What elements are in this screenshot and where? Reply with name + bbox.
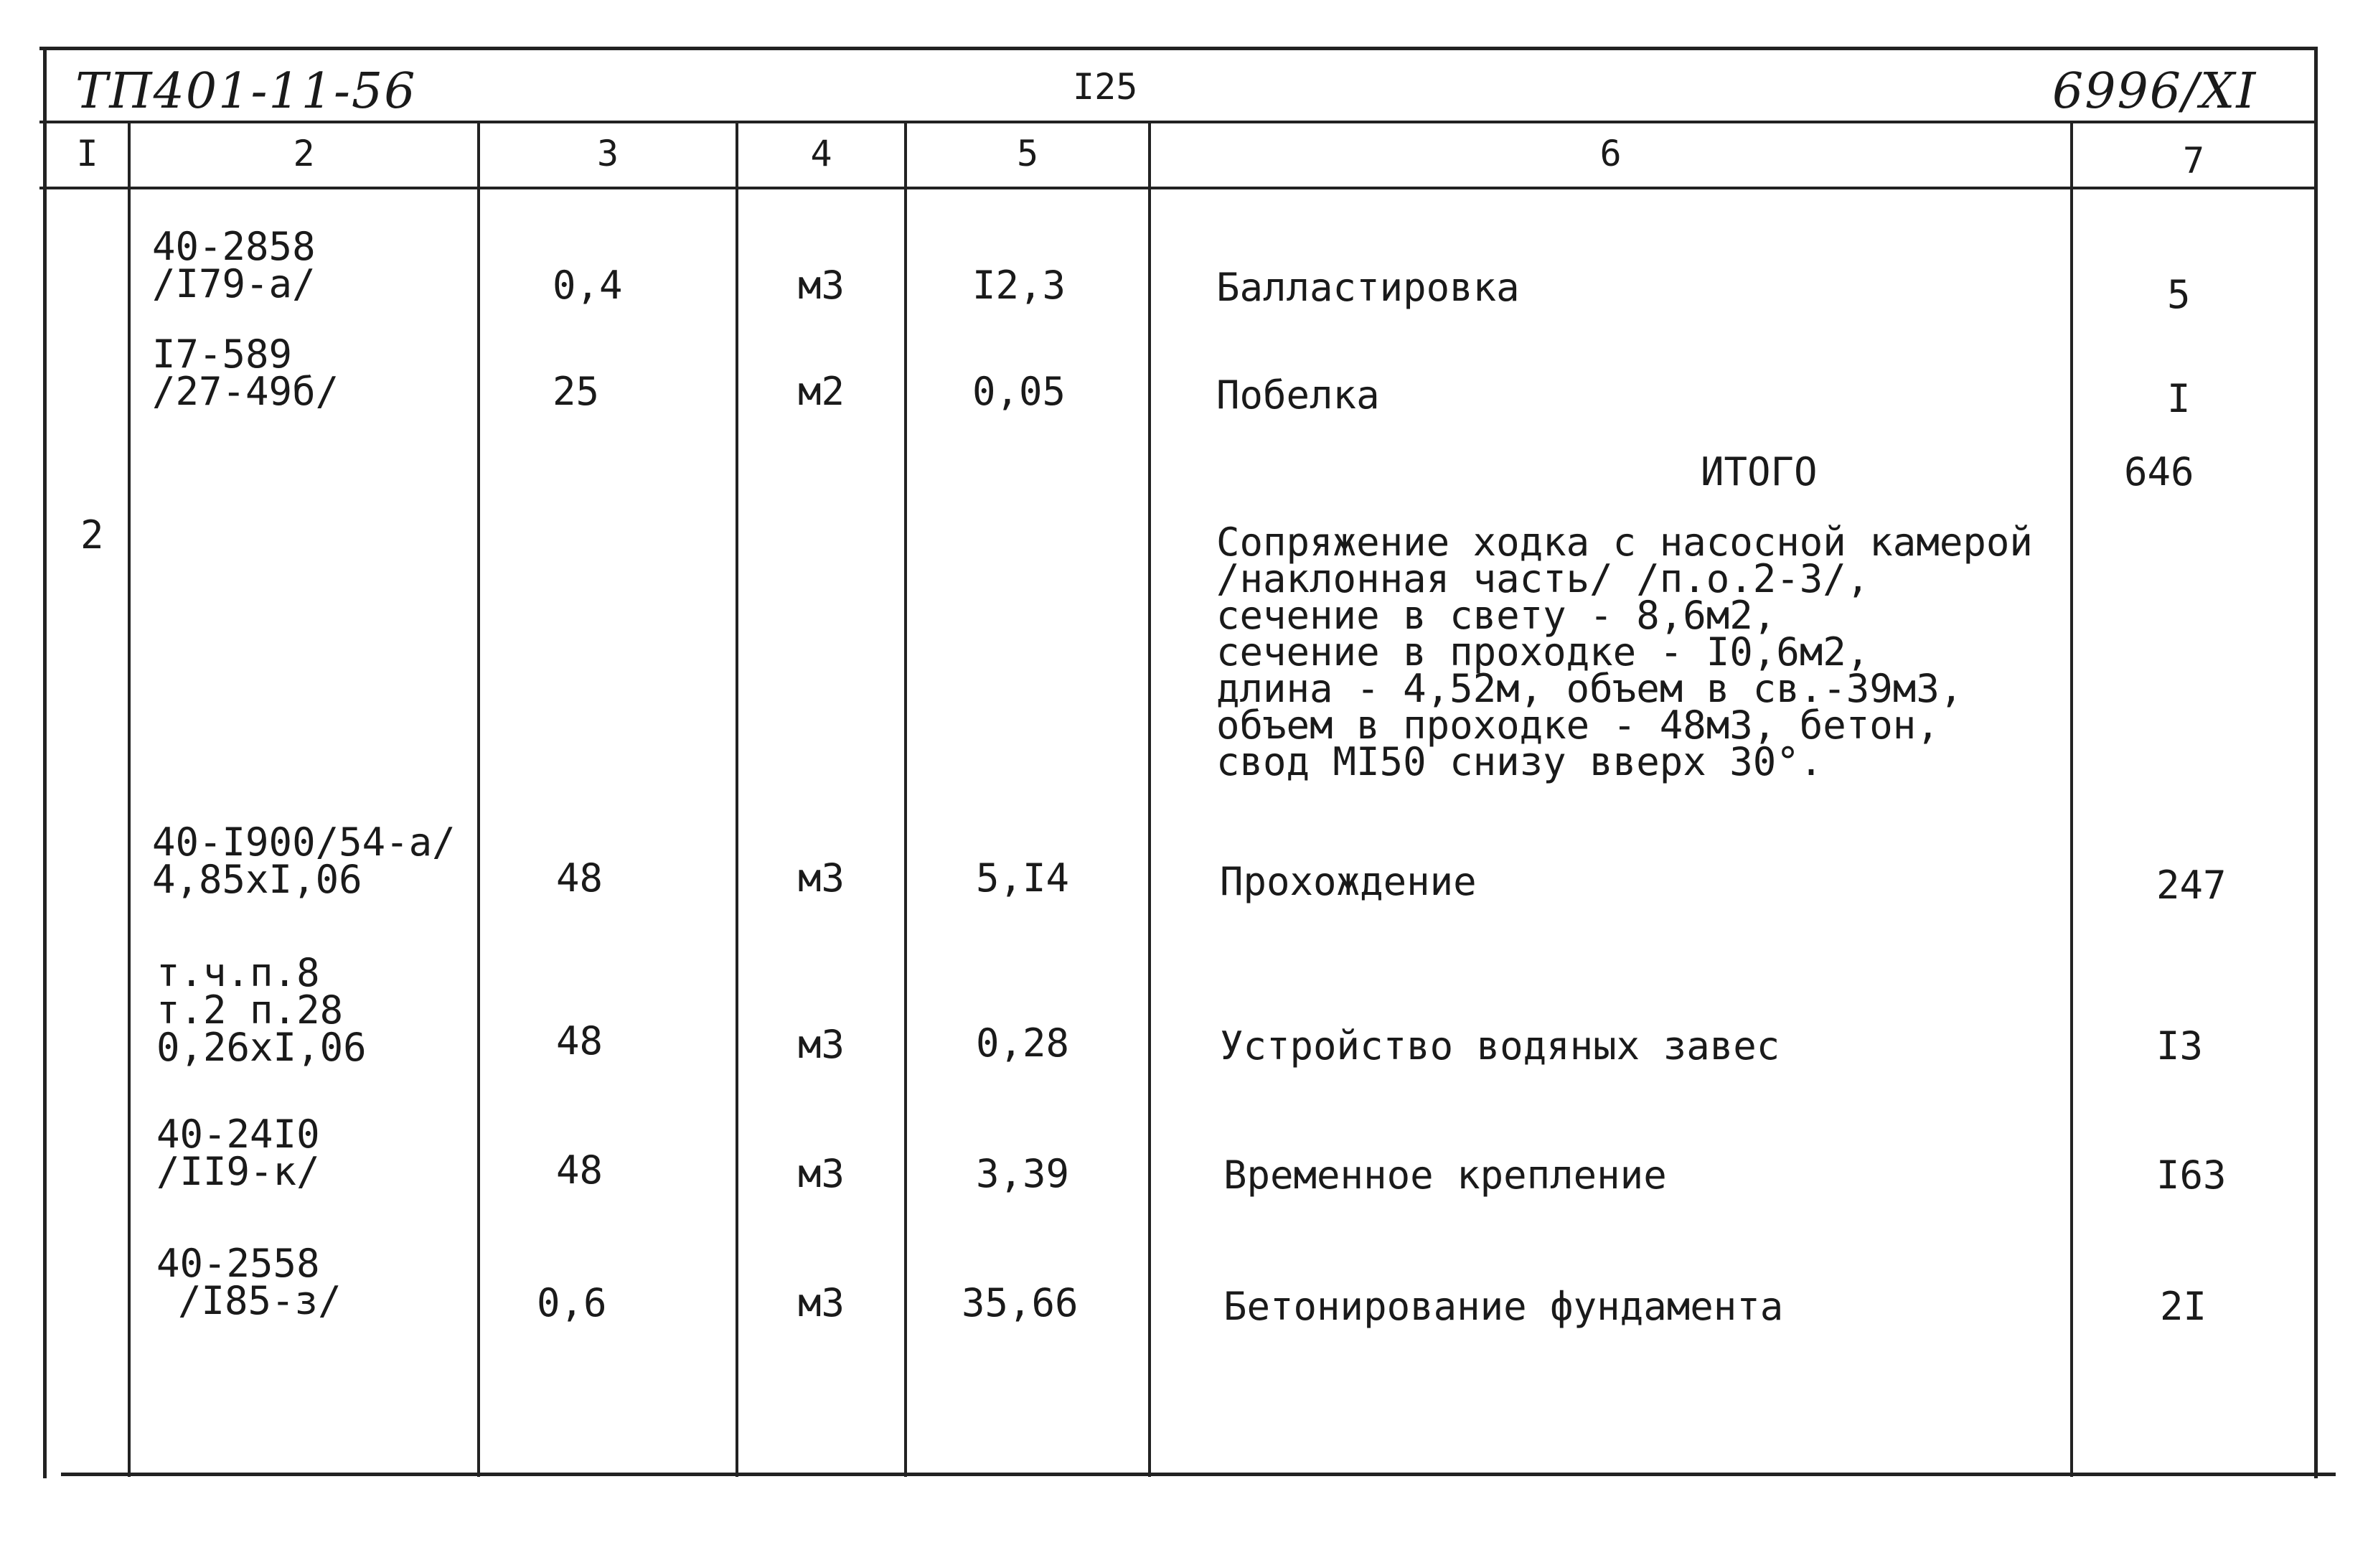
table-row-3-unit: м3 — [798, 855, 845, 901]
table-row-5-code — [156, 1112, 320, 1194]
code-line: 40-24I0 — [156, 1112, 320, 1157]
table-row-5-qty: 48 — [556, 1147, 603, 1193]
column-header-2: 2 — [293, 133, 315, 174]
code-line: I7-589 — [152, 332, 293, 377]
frame-header-bottom — [39, 121, 2318, 123]
sheet-code: 6996/XI — [2052, 63, 2257, 120]
table-row-2-unit: м2 — [798, 369, 845, 414]
table-row-1-code — [152, 224, 316, 306]
code-line: 40-2558 — [156, 1241, 320, 1286]
table-row-4-cost: I3 — [2156, 1023, 2204, 1069]
col-sep-2 — [477, 121, 480, 1477]
col-sep-5 — [1148, 121, 1151, 1477]
table-row-3-qty: 48 — [556, 855, 603, 901]
code-line: 40-2858 — [152, 224, 316, 269]
table-row-1-qty: 0,4 — [553, 263, 623, 308]
table-row-1-unit: м3 — [798, 263, 845, 308]
table-row-5-rate: 3,39 — [976, 1151, 1070, 1196]
table-row-4-code — [156, 950, 367, 1070]
code-line: /II9-к/ — [156, 1149, 320, 1194]
col-sep-4 — [904, 121, 907, 1477]
column-header-6: 6 — [1599, 133, 1622, 174]
table-row-3-code — [152, 820, 456, 902]
table-row-4-unit: м3 — [798, 1022, 845, 1067]
table-row-6-qty: 0,6 — [537, 1280, 607, 1325]
table-row-6-cost: 2I — [2160, 1284, 2207, 1329]
code-line: 40-I900/54-а/ — [152, 820, 456, 865]
total-label: ИТОГО — [1701, 449, 1818, 494]
description-line: объем в проходке - 48м3, бетон, — [1216, 703, 1940, 748]
code-line: 4,85хI,06 — [152, 857, 362, 902]
code-line: т.2 п.28 — [156, 987, 344, 1033]
col-sep-3 — [736, 121, 738, 1477]
table-row-3-rate: 5,I4 — [976, 855, 1070, 901]
table-row-6-unit: м3 — [798, 1280, 845, 1325]
table-row-4-qty: 48 — [556, 1018, 603, 1064]
description-line: длина - 4,52м, объем в св.-39м3, — [1216, 666, 1963, 711]
table-row-5-name: Временное крепление — [1223, 1152, 1667, 1198]
frame-top — [39, 47, 2318, 50]
description-line: сечение в проходке - I0,6м2, — [1216, 629, 1870, 675]
column-header-3: 3 — [596, 133, 619, 174]
table-row-5-unit: м3 — [798, 1151, 845, 1196]
table-row-1-cost: 5 — [2167, 272, 2191, 317]
code-line: /27-49б/ — [152, 369, 339, 414]
col-sep-1 — [128, 121, 131, 1477]
table-row-6-name: Бетонирование фундамента — [1223, 1284, 1784, 1329]
code-line: 0,26хI,06 — [156, 1025, 367, 1070]
table-row-1-name: Балластировка — [1216, 265, 1520, 310]
section-description — [1216, 520, 2033, 784]
table-row-2-code — [152, 332, 339, 414]
description-line: сечение в свету - 8,6м2, — [1216, 593, 1777, 638]
column-header-5: 5 — [1016, 133, 1039, 174]
code-line: т.ч.п.8 — [156, 950, 320, 995]
table-row-3-name: Прохождение — [1220, 859, 1477, 904]
description-line: свод МI50 снизу вверх 30°. — [1216, 739, 1823, 784]
frame-left — [43, 47, 47, 1478]
table-row-5-cost: I63 — [2156, 1152, 2227, 1198]
code-line: /I85-з/ — [178, 1278, 342, 1323]
column-header-7: 7 — [2182, 140, 2205, 182]
frame-columns-bottom — [39, 187, 2318, 189]
table-row-3-cost: 247 — [2156, 863, 2227, 908]
column-header-4: 4 — [810, 133, 832, 174]
table-row-6-code — [156, 1241, 342, 1323]
frame-right — [2314, 47, 2318, 1478]
project-code: ТП401-11-56 — [75, 63, 417, 120]
table-row-6-rate: 35,66 — [962, 1280, 1079, 1325]
column-header-1: I — [76, 133, 98, 174]
table-row-2-cost: I — [2167, 376, 2191, 421]
table-row-1-rate: I2,3 — [972, 263, 1066, 308]
code-line: /I79-а/ — [152, 261, 316, 306]
table-row-4-rate: 0,28 — [976, 1020, 1070, 1066]
total-value: 646 — [2124, 449, 2194, 494]
table-row-2-qty: 25 — [553, 369, 600, 414]
section-number: 2 — [80, 512, 104, 558]
page-number: I25 — [1073, 66, 1138, 108]
table-row-2-name: Побелка — [1216, 372, 1380, 418]
col-sep-6 — [2070, 121, 2073, 1477]
frame-bottom — [61, 1473, 2336, 1476]
table-row-4-name: Устройство водяных завес — [1220, 1023, 1780, 1069]
description-line: Сопряжение ходка с насосной камерой — [1216, 520, 2033, 565]
table-row-2-rate: 0,05 — [972, 369, 1066, 414]
description-line: /наклонная часть/ /п.о.2-3/, — [1216, 556, 1870, 601]
